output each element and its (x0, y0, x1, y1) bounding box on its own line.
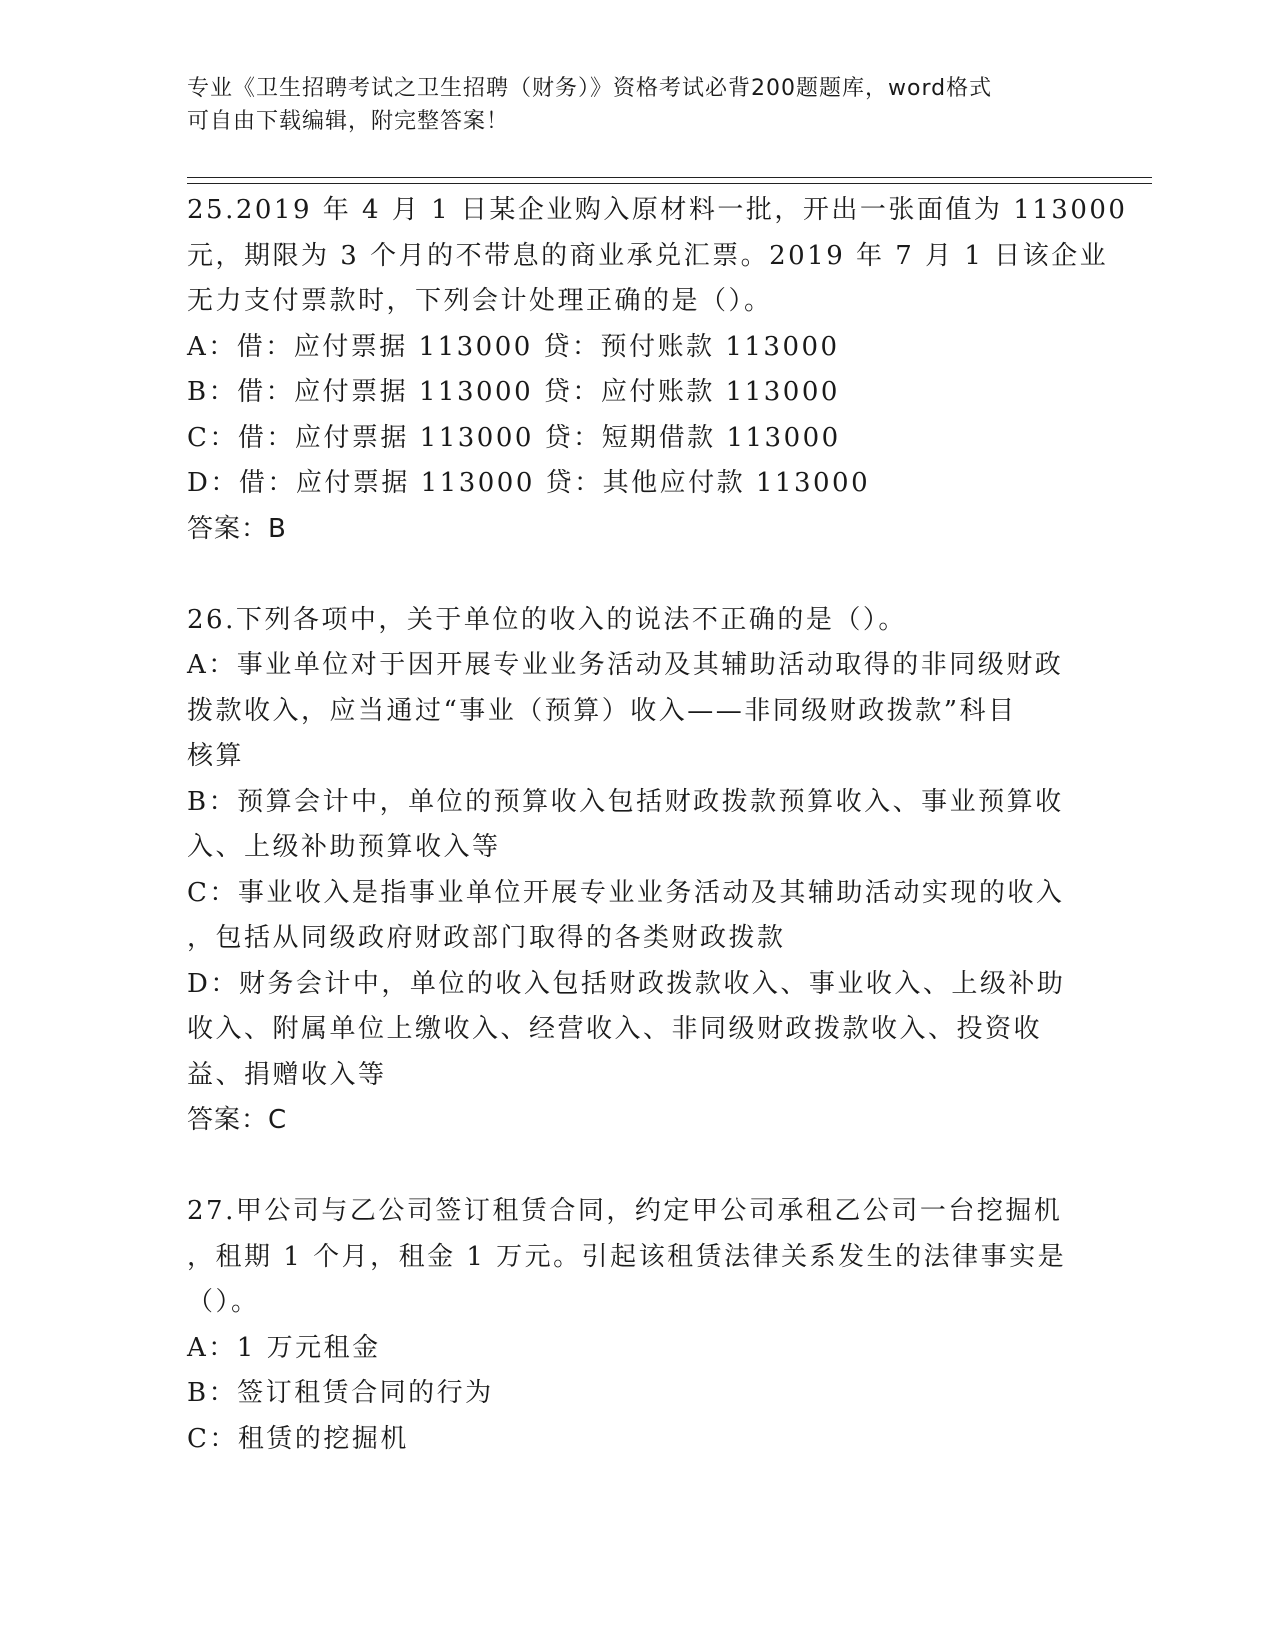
header-divider-bottom (187, 183, 1152, 184)
option-c: C：事业收入是指事业单位开展专业业务活动及其辅助活动实现的收入 (187, 877, 1065, 908)
option-d-continued: 益、捐赠收入等 (187, 1059, 387, 1090)
header-divider-top (187, 177, 1152, 178)
question-25 (187, 188, 1128, 552)
option-b: B：签订租赁合同的行为 (187, 1378, 494, 1408)
question-spacer (187, 1144, 1067, 1190)
question-stem-line: ，租期 1 个月，租金 1 万元。引起该租赁法律关系发生的法律事实是 (187, 1241, 1067, 1272)
answer-label: 答案：B (187, 513, 287, 544)
question-stem-line: 元，期限为 3 个月的不带息的商业承兑汇票。2019 年 7 月 1 日该企业 (187, 240, 1109, 271)
option-d-continued: 收入、附属单位上缴收入、经营收入、非同级财政拨款收入、投资收 (187, 1014, 1043, 1044)
question-list (187, 188, 1128, 1462)
option-b: B：借：应付票据 113000 贷：应付账款 113000 (187, 377, 840, 407)
question-stem-line: 25.2019 年 4 月 1 日某企业购入原材料一批，开出一张面值为 113000 (187, 195, 1128, 225)
option-c-continued: ，包括从同级政府财政部门取得的各类财政拨款 (187, 923, 786, 953)
answer-label: 答案：C (187, 1105, 288, 1135)
option-d: D：借：应付票据 113000 贷：其他应付款 113000 (187, 468, 871, 498)
question-stem-line: 26.下列各项中，关于单位的收入的说法不正确的是（）。 (187, 604, 907, 635)
question-spacer (187, 552, 1067, 598)
header-line-2: 可自由下载编辑，附完整答案！ (187, 109, 510, 134)
option-a: A：事业单位对于因开展专业业务活动及其辅助活动取得的非同级财政 (187, 650, 1064, 680)
question-26 (187, 598, 1067, 1144)
document-header (187, 72, 1067, 138)
option-d: D：财务会计中，单位的收入包括财政拨款收入、事业收入、上级补助 (187, 968, 1066, 999)
option-a-continued: 拨款收入，应当通过“事业（预算）收入——非同级财政拨款”科目 (187, 695, 1017, 726)
option-a: A：1 万元租金 (187, 1332, 381, 1363)
option-c: C：租赁的挖掘机 (187, 1423, 409, 1454)
question-stem-line: 27.甲公司与乙公司签订租赁合同，约定甲公司承租乙公司一台挖掘机 (187, 1196, 1063, 1226)
header-line-1: 专业《卫生招聘考试之卫生招聘（财务）》资格考试必背200题题库，word格式 (187, 76, 993, 101)
option-c: C：借：应付票据 113000 贷：短期借款 113000 (187, 422, 841, 453)
option-a-continued: 核算 (187, 741, 245, 771)
option-a: A：借：应付票据 113000 贷：预付账款 113000 (187, 331, 840, 362)
option-b-continued: 入、上级补助预算收入等 (187, 832, 501, 862)
question-stem-line: （）。 (187, 1287, 260, 1317)
option-b: B：预算会计中，单位的预算收入包括财政拨款预算收入、事业预算收 (187, 786, 1064, 817)
question-27 (187, 1189, 1067, 1462)
question-stem-line: 无力支付票款时，下列会计处理正确的是（）。 (187, 286, 773, 316)
